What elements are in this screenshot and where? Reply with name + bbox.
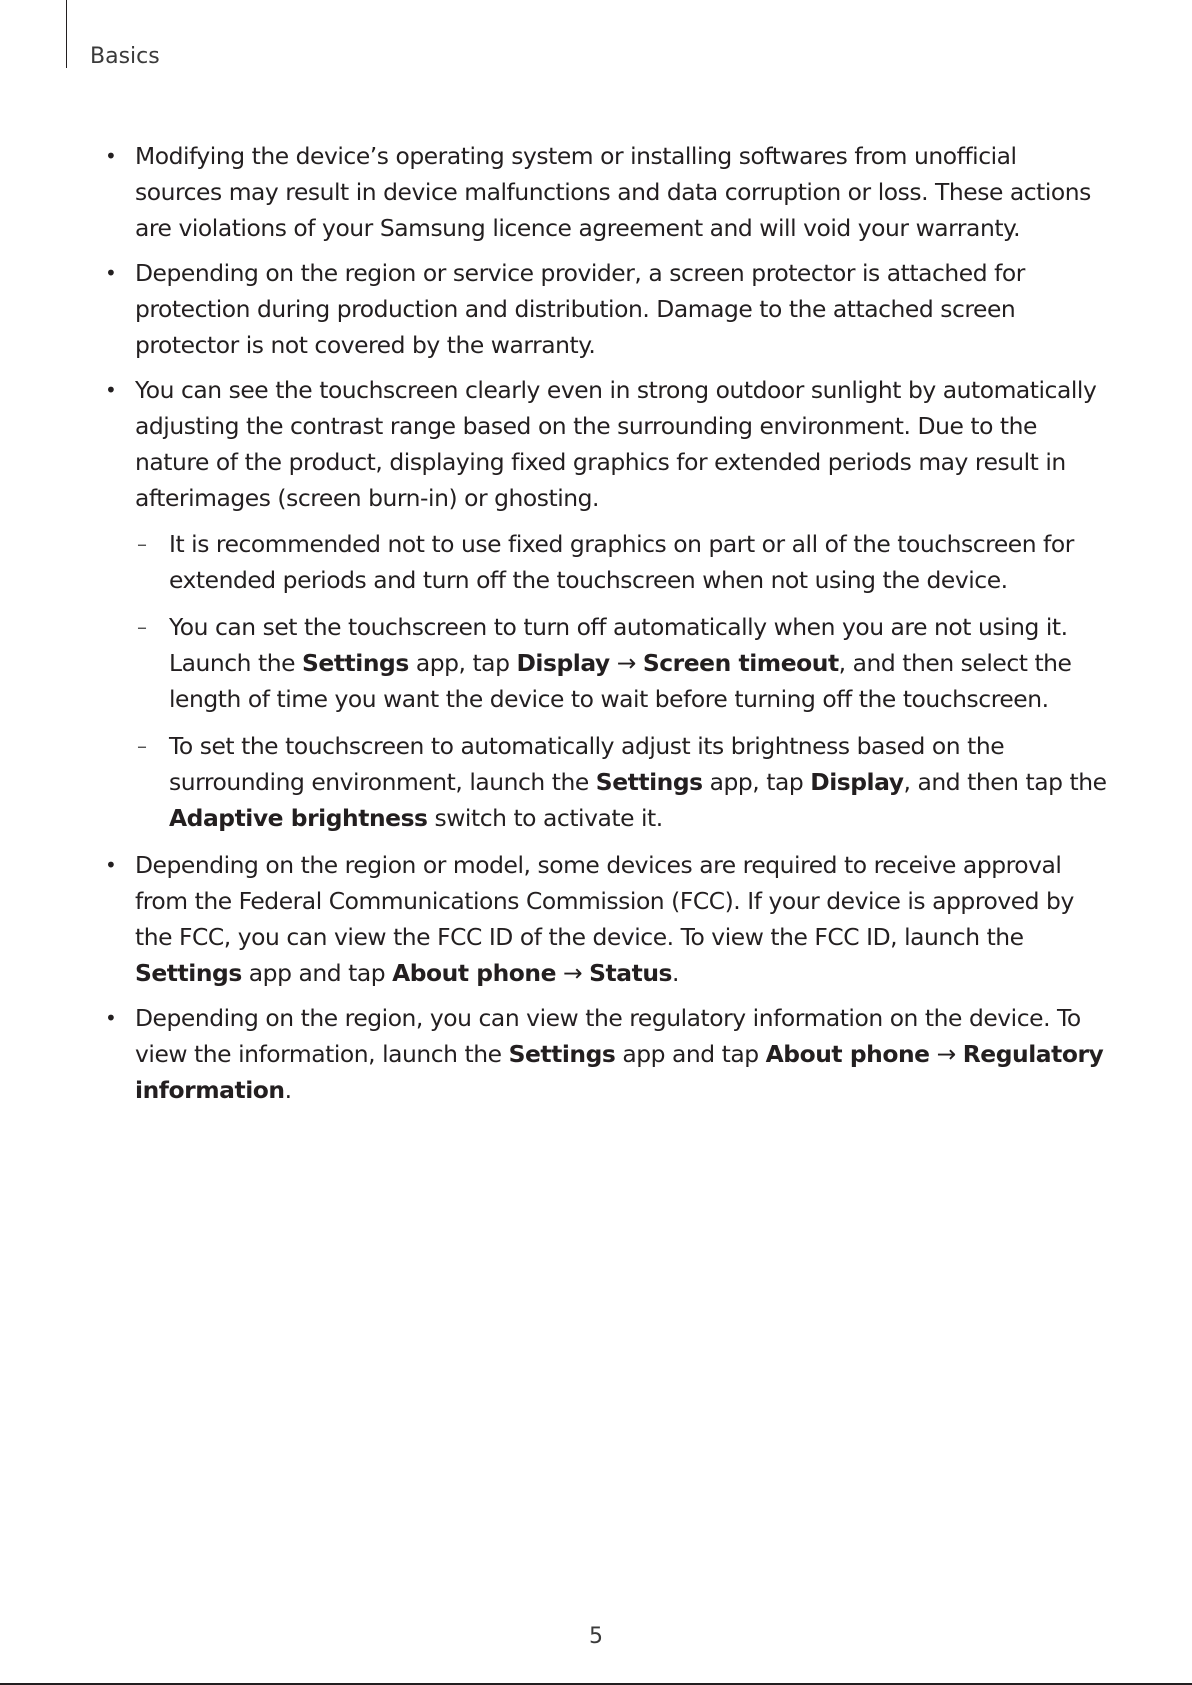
text-span: Depending on the region, you can view the regulatory information on the device. To view the information, launch the [135,1004,1081,1068]
text-span: switch to activate it. [427,804,663,832]
dash-mark: – [137,532,147,556]
text-span: app and tap [615,1040,766,1068]
section-title: Basics [90,44,160,69]
bullet-mark: • [105,261,117,285]
ui-term: Regulatory information [135,1040,1104,1104]
sub-list-item-text [169,526,1110,598]
text-span: app, tap [702,768,811,796]
text-span: → [929,1040,963,1068]
bullet-mark: • [105,144,117,168]
dash-mark: – [137,734,147,758]
sub-list-item [135,609,1110,717]
bullet-mark: • [105,1006,117,1030]
list-item-text [135,138,1110,246]
sub-list-item [135,526,1110,598]
text-span: app and tap [241,959,393,987]
ui-term: Adaptive brightness [169,804,428,832]
list-item [105,138,1110,246]
ui-term: Settings [508,1040,616,1068]
list-item [105,1000,1110,1108]
text-span: It is recommended not to use fixed graphics on part or all of the touchscreen for extended periods and turn off the touchscreen when not using the device. [169,530,1074,594]
ui-term: Settings [135,959,242,987]
text-span: app, tap [408,649,517,677]
header-divider [66,0,67,68]
bullet-mark: • [105,378,117,402]
text-span: Depending on the region or model, some devices are required to receive approval from the Federal Communications Commission (FCC). If your device is approved by the FCC, you can view the FCC ID of the device. To view the FCC ID, launch the [135,851,1074,951]
text-span: Depending on the region or service provider, a screen protector is attached for protection during production and distribution. Damage to the attached screen protector is not covered by the warranty. [135,259,1025,359]
list-item-text [135,847,1110,991]
list-item [105,255,1110,363]
sub-list-item [135,728,1110,836]
text-span: You can see the touchscreen clearly even in strong outdoor sunlight by automatically adjusting the contrast range based on the surrounding environment. Due to the nature of the product, displaying fixed graphics for extended periods may result in afterimages (screen burn-in) or ghosting. [135,376,1097,512]
ui-term: Screen timeout [642,649,839,677]
ui-term: Status [589,959,673,987]
text-span: . [672,959,680,987]
text-span: Modifying the device’s operating system or installing softwares from unofficial sources may result in device malfunctions and data corruption or loss. These actions are violations of your Samsung licence agreement and will void your warranty. [135,142,1091,242]
text-span: → [609,649,643,677]
text-span: , and then tap the [903,768,1107,796]
text-span: To set the touchscreen to automatically adjust its brightness based on the surrounding environment, launch the [169,732,1005,796]
sub-list [135,526,1110,836]
ui-term: About phone [392,959,557,987]
page-number: 5 [589,1624,603,1649]
list-item [105,847,1110,991]
text-span: , and then select the length of time you want the device to wait before turning off the touchscreen. [169,649,1072,713]
bullet-list [105,138,1110,1117]
ui-term: Settings [595,768,703,796]
bullet-mark: • [105,853,117,877]
ui-term: Display [516,649,610,677]
sub-list-item-text [169,728,1110,836]
dash-mark: – [137,615,147,639]
ui-term: About phone [765,1040,930,1068]
text-span: You can set the touchscreen to turn off automatically when you are not using it. Launch the [169,613,1068,677]
list-item-text [135,372,1110,516]
text-span: → [556,959,590,987]
ui-term: Display [810,768,904,796]
list-item-text [135,255,1110,363]
list-item-text [135,1000,1110,1108]
sub-list-item-text [169,609,1110,717]
text-span: . [284,1076,292,1104]
list-item [105,372,1110,836]
ui-term: Settings [302,649,409,677]
